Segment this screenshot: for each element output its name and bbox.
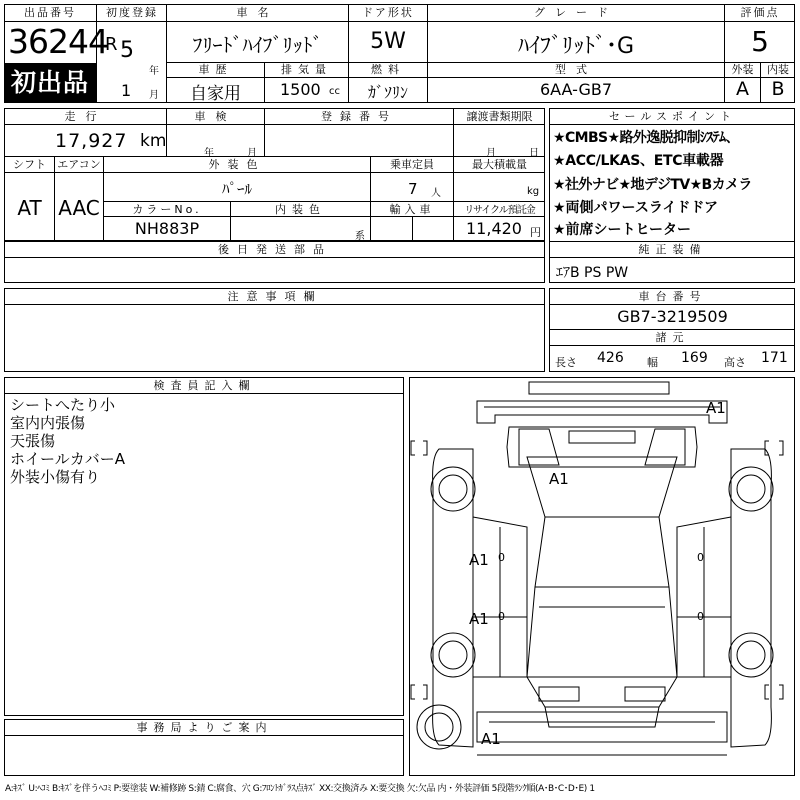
exterior-grade-label: 外装	[731, 63, 754, 76]
displacement-label: 排気量	[281, 63, 332, 76]
damage-mark-roof: A1	[549, 470, 569, 488]
max-load-label: 最大積載量	[472, 158, 527, 171]
capacity: 7	[408, 180, 418, 198]
sales-point-item: ★ACC/LKAS、ETC車載器	[553, 153, 724, 169]
door-type: 5W	[370, 29, 406, 54]
damage-mark-rear-bumper: A1	[481, 730, 501, 748]
fuel: ｶﾞｿﾘﾝ	[367, 83, 408, 102]
capacity-unit: 人	[431, 188, 441, 199]
mileage-unit: km	[140, 131, 167, 151]
registration-month: 1	[121, 81, 132, 100]
history: 自家用	[190, 84, 241, 104]
lot-number: 36244	[8, 22, 108, 61]
sales-point-item: ★両側パワースライドドア	[553, 200, 719, 216]
color-no-label: カラーNo.	[132, 203, 202, 216]
interior-grade-label: 内装	[767, 63, 789, 76]
model-code-label: 型式	[555, 63, 597, 76]
ext-color: ﾊﾟｰﾙ	[221, 180, 252, 198]
recycle-label: リサイクル預託金	[464, 205, 535, 216]
office-label: 事務局よりご案内	[136, 721, 273, 734]
door-count-mark: 0	[697, 551, 704, 564]
door-count-mark: 0	[498, 610, 505, 623]
first-listing-text: 初出品	[10, 68, 89, 97]
history-label: 車歴	[198, 63, 233, 76]
inspection-month-unit: 月	[247, 148, 257, 159]
plate-label: 登録番号	[321, 110, 397, 123]
registration-year: 5	[120, 38, 134, 63]
shift: AT	[17, 196, 42, 220]
later-parts-label: 後日発送部品	[218, 243, 332, 256]
lot-number-label: 出品番号	[24, 6, 76, 19]
door-count-mark: 0	[697, 610, 704, 623]
car-name-label: 車名	[236, 6, 279, 19]
color-no: NH883P	[134, 219, 200, 238]
inspector-line: 天張傷	[10, 432, 56, 450]
displacement-unit: cc	[329, 86, 340, 97]
int-color-label: 内装色	[275, 203, 326, 216]
car-name: ﾌﾘｰﾄﾞﾊｲﾌﾞﾘｯﾄﾞ	[192, 33, 323, 57]
grade-label: グレード	[534, 6, 618, 19]
fuel-label: 燃料	[371, 63, 405, 76]
aircon: AAC	[58, 196, 100, 220]
notes-label: 注意事項欄	[227, 290, 323, 303]
inspector-line: 外装小傷有り	[10, 468, 101, 486]
int-color-unit: 系	[355, 231, 365, 242]
shift-label: シフト	[13, 158, 46, 171]
damage-mark-left-rear-door: A1	[469, 610, 489, 628]
genuine-equipment-label: 純正装備	[638, 243, 707, 256]
score: 5	[751, 25, 769, 58]
damage-mark-front-bumper: A1	[706, 399, 726, 417]
interior-grade: B	[771, 78, 785, 100]
height-label: 高さ	[724, 356, 746, 369]
transfer-day-unit: 日	[529, 148, 539, 159]
mileage: 17,927	[55, 130, 128, 152]
ext-color-label: 外装色	[208, 158, 266, 171]
legend-footer: A:ｷｽﾞ U:ﾍｺﾐ B:ｷｽﾞを伴うﾍｺﾐ P:要塗装 W:補修跡 S:錆 C:腐食、穴 G:ﾌﾛﾝﾄｶﾞﾗｽ点ｷｽﾞ XX:交換済み X:要交換 欠:欠品 内・外装評価 5段階ﾗﾝｸ順(A･B･C･D･E) 1	[5, 784, 595, 794]
year-unit: 年	[149, 66, 159, 77]
transfer-month-unit: 月	[486, 148, 496, 159]
era-letter: R	[105, 34, 118, 55]
door-type-label: ドア形状	[362, 6, 414, 19]
inspection-label: 車検	[194, 110, 237, 123]
inspection-year-unit: 年	[204, 148, 214, 159]
genuine-equipment: ｴｱB PS PW	[556, 265, 629, 281]
score-label: 評価点	[740, 6, 780, 19]
mileage-label: 走行	[64, 110, 107, 123]
details-block	[4, 108, 545, 241]
chassis-label: 車台番号	[638, 290, 707, 303]
dimensions-label: 諸元	[655, 331, 690, 344]
first-registration-label: 初度登録	[106, 6, 158, 19]
sales-points-label: セールスポイント	[608, 110, 736, 123]
aircon-label: エアコン	[57, 158, 101, 171]
sales-point-item: ★社外ナビ★地デジTV★Bカメラ	[553, 177, 752, 193]
height: 171	[761, 350, 788, 366]
length-label: 長さ	[555, 356, 577, 369]
model-code: 6AA-GB7	[539, 80, 613, 99]
damage-mark-left-front-door: A1	[469, 551, 489, 569]
chassis-number: GB7-3219509	[617, 307, 728, 326]
month-unit: 月	[149, 90, 159, 101]
grade: ﾊｲﾌﾞﾘｯﾄﾞ･G	[517, 34, 635, 59]
width: 169	[681, 350, 708, 366]
transfer-docs-label: 譲渡書類期限	[466, 110, 533, 123]
car-diagram	[409, 377, 795, 776]
inspector-line: 室内内張傷	[10, 414, 86, 432]
displacement: 1500	[280, 80, 321, 99]
max-load-unit: kg	[527, 186, 540, 197]
exterior-grade: A	[736, 78, 749, 100]
import-label: 輸入車	[389, 203, 435, 216]
recycle: 11,420	[466, 219, 522, 238]
inspector-line: シートへたり小	[10, 396, 116, 414]
door-count-mark: 0	[498, 551, 505, 564]
inspector-line: ホイールカバーA	[10, 450, 125, 468]
length: 426	[597, 350, 624, 366]
width-label: 幅	[647, 356, 658, 369]
inspector-label: 検査員記入欄	[153, 379, 256, 392]
capacity-label: 乗車定員	[390, 158, 434, 171]
sales-point-item: ★CMBS★路外逸脱抑制ｼｽﾃﾑ、	[553, 130, 739, 146]
sales-point-item: ★前席シートヒーター	[553, 222, 691, 238]
recycle-unit: 円	[530, 226, 541, 239]
